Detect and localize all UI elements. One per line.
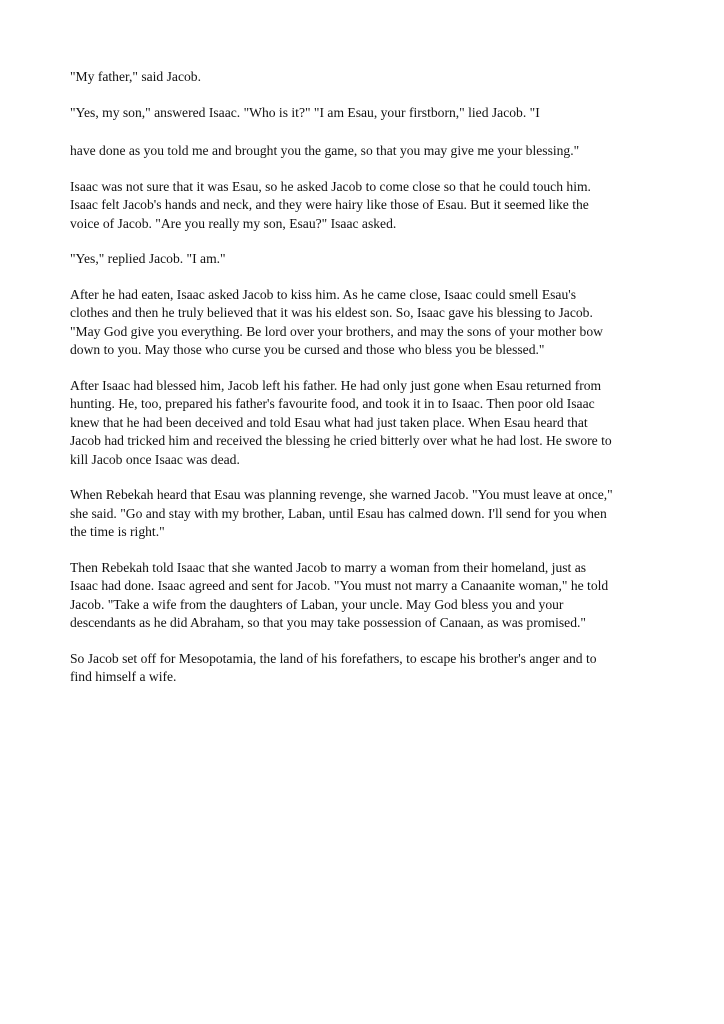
text-line: When Rebekah heard that Esau was planning revenge, she warned Jacob. "You must leave at once," [70, 487, 613, 502]
paragraph-gap [70, 469, 660, 486]
paragraph-7 [70, 377, 660, 470]
paragraph-gap [70, 161, 660, 178]
paragraph-gap [70, 87, 660, 104]
text-line: hunting. He, too, prepared his father's favourite food, and took it in to Isaac. Then poor old Isaac [70, 396, 595, 411]
text-line: "Yes, my son," answered Isaac. "Who is it?" "I am Esau, your firstborn," lied Jacob. "I [70, 104, 540, 120]
text-line: knew that he had been deceived and told Esau what had just taken place. When Esau heard that [70, 414, 588, 430]
text-line: Jacob. "Take a wife from the daughters of Laban, your uncle. May God bless you and your [70, 596, 564, 612]
text-line: After he had eaten, Isaac asked Jacob to kiss him. As he came close, Isaac could smell Esau's [70, 286, 577, 302]
paragraph-5 [70, 250, 660, 269]
paragraph-8 [70, 486, 660, 542]
text-line: Jacob had tricked him and received the blessing he cried bitterly over what he had lost. He swore to [70, 433, 612, 448]
text-line: Isaac felt Jacob's hands and neck, and they were hairy like those of Esau. But it seemed like the [70, 197, 589, 212]
paragraph-gap [70, 233, 660, 250]
text-line: "My father," said Jacob. [70, 69, 201, 84]
text-line: the time is right." [70, 524, 165, 539]
text-line: "Yes," replied Jacob. "I am." [70, 251, 226, 266]
text-line: Then Rebekah told Isaac that she wanted Jacob to marry a woman from their homeland, just as [70, 559, 587, 575]
text-line: she said. "Go and stay with my brother, Laban, until Esau has calmed down. I'll send for you when [70, 505, 607, 521]
text-line: descendants as he did Abraham, so that you may take possession of Canaan, as was promised." [70, 615, 586, 630]
text-line: Isaac had done. Isaac agreed and sent for Jacob. "You must not marry a Canaanite woman," he told [70, 578, 609, 593]
text-line: After Isaac had blessed him, Jacob left his father. He had only just gone when Esau returned from [70, 377, 602, 393]
paragraph-gap [70, 633, 660, 650]
paragraph-gap [70, 542, 660, 559]
text-line: So Jacob set off for Mesopotamia, the land of his forefathers, to escape his brother's anger and to [70, 650, 597, 666]
text-line: find himself a wife. [70, 669, 177, 684]
text-line: have done as you told me and brought you the game, so that you may give me your blessing." [70, 143, 580, 158]
text-line: clothes and then he truly believed that it was his eldest son. So, Isaac gave his blessing to Jacob. [70, 305, 593, 320]
text-line: down to you. May those who curse you be cursed and those who bless you be blessed." [70, 342, 545, 357]
paragraph-10 [70, 650, 660, 687]
text-line: Isaac was not sure that it was Esau, so he asked Jacob to come close so that he could touch him. [70, 178, 591, 194]
paragraph-gap [70, 269, 660, 286]
paragraph-2 [70, 104, 660, 123]
paragraph-9 [70, 559, 660, 633]
paragraph-6 [70, 286, 660, 360]
text-line: "May God give you everything. Be lord over your brothers, and may the sons of your mother bow [70, 323, 603, 339]
paragraph-gap [70, 122, 660, 142]
paragraph-4 [70, 178, 660, 234]
document-body [70, 68, 660, 687]
paragraph-gap [70, 360, 660, 377]
paragraph-3 [70, 142, 660, 161]
text-line: voice of Jacob. "Are you really my son, Esau?" Isaac asked. [70, 215, 397, 231]
paragraph-1 [70, 68, 660, 87]
text-line: kill Jacob once Isaac was dead. [70, 451, 240, 467]
